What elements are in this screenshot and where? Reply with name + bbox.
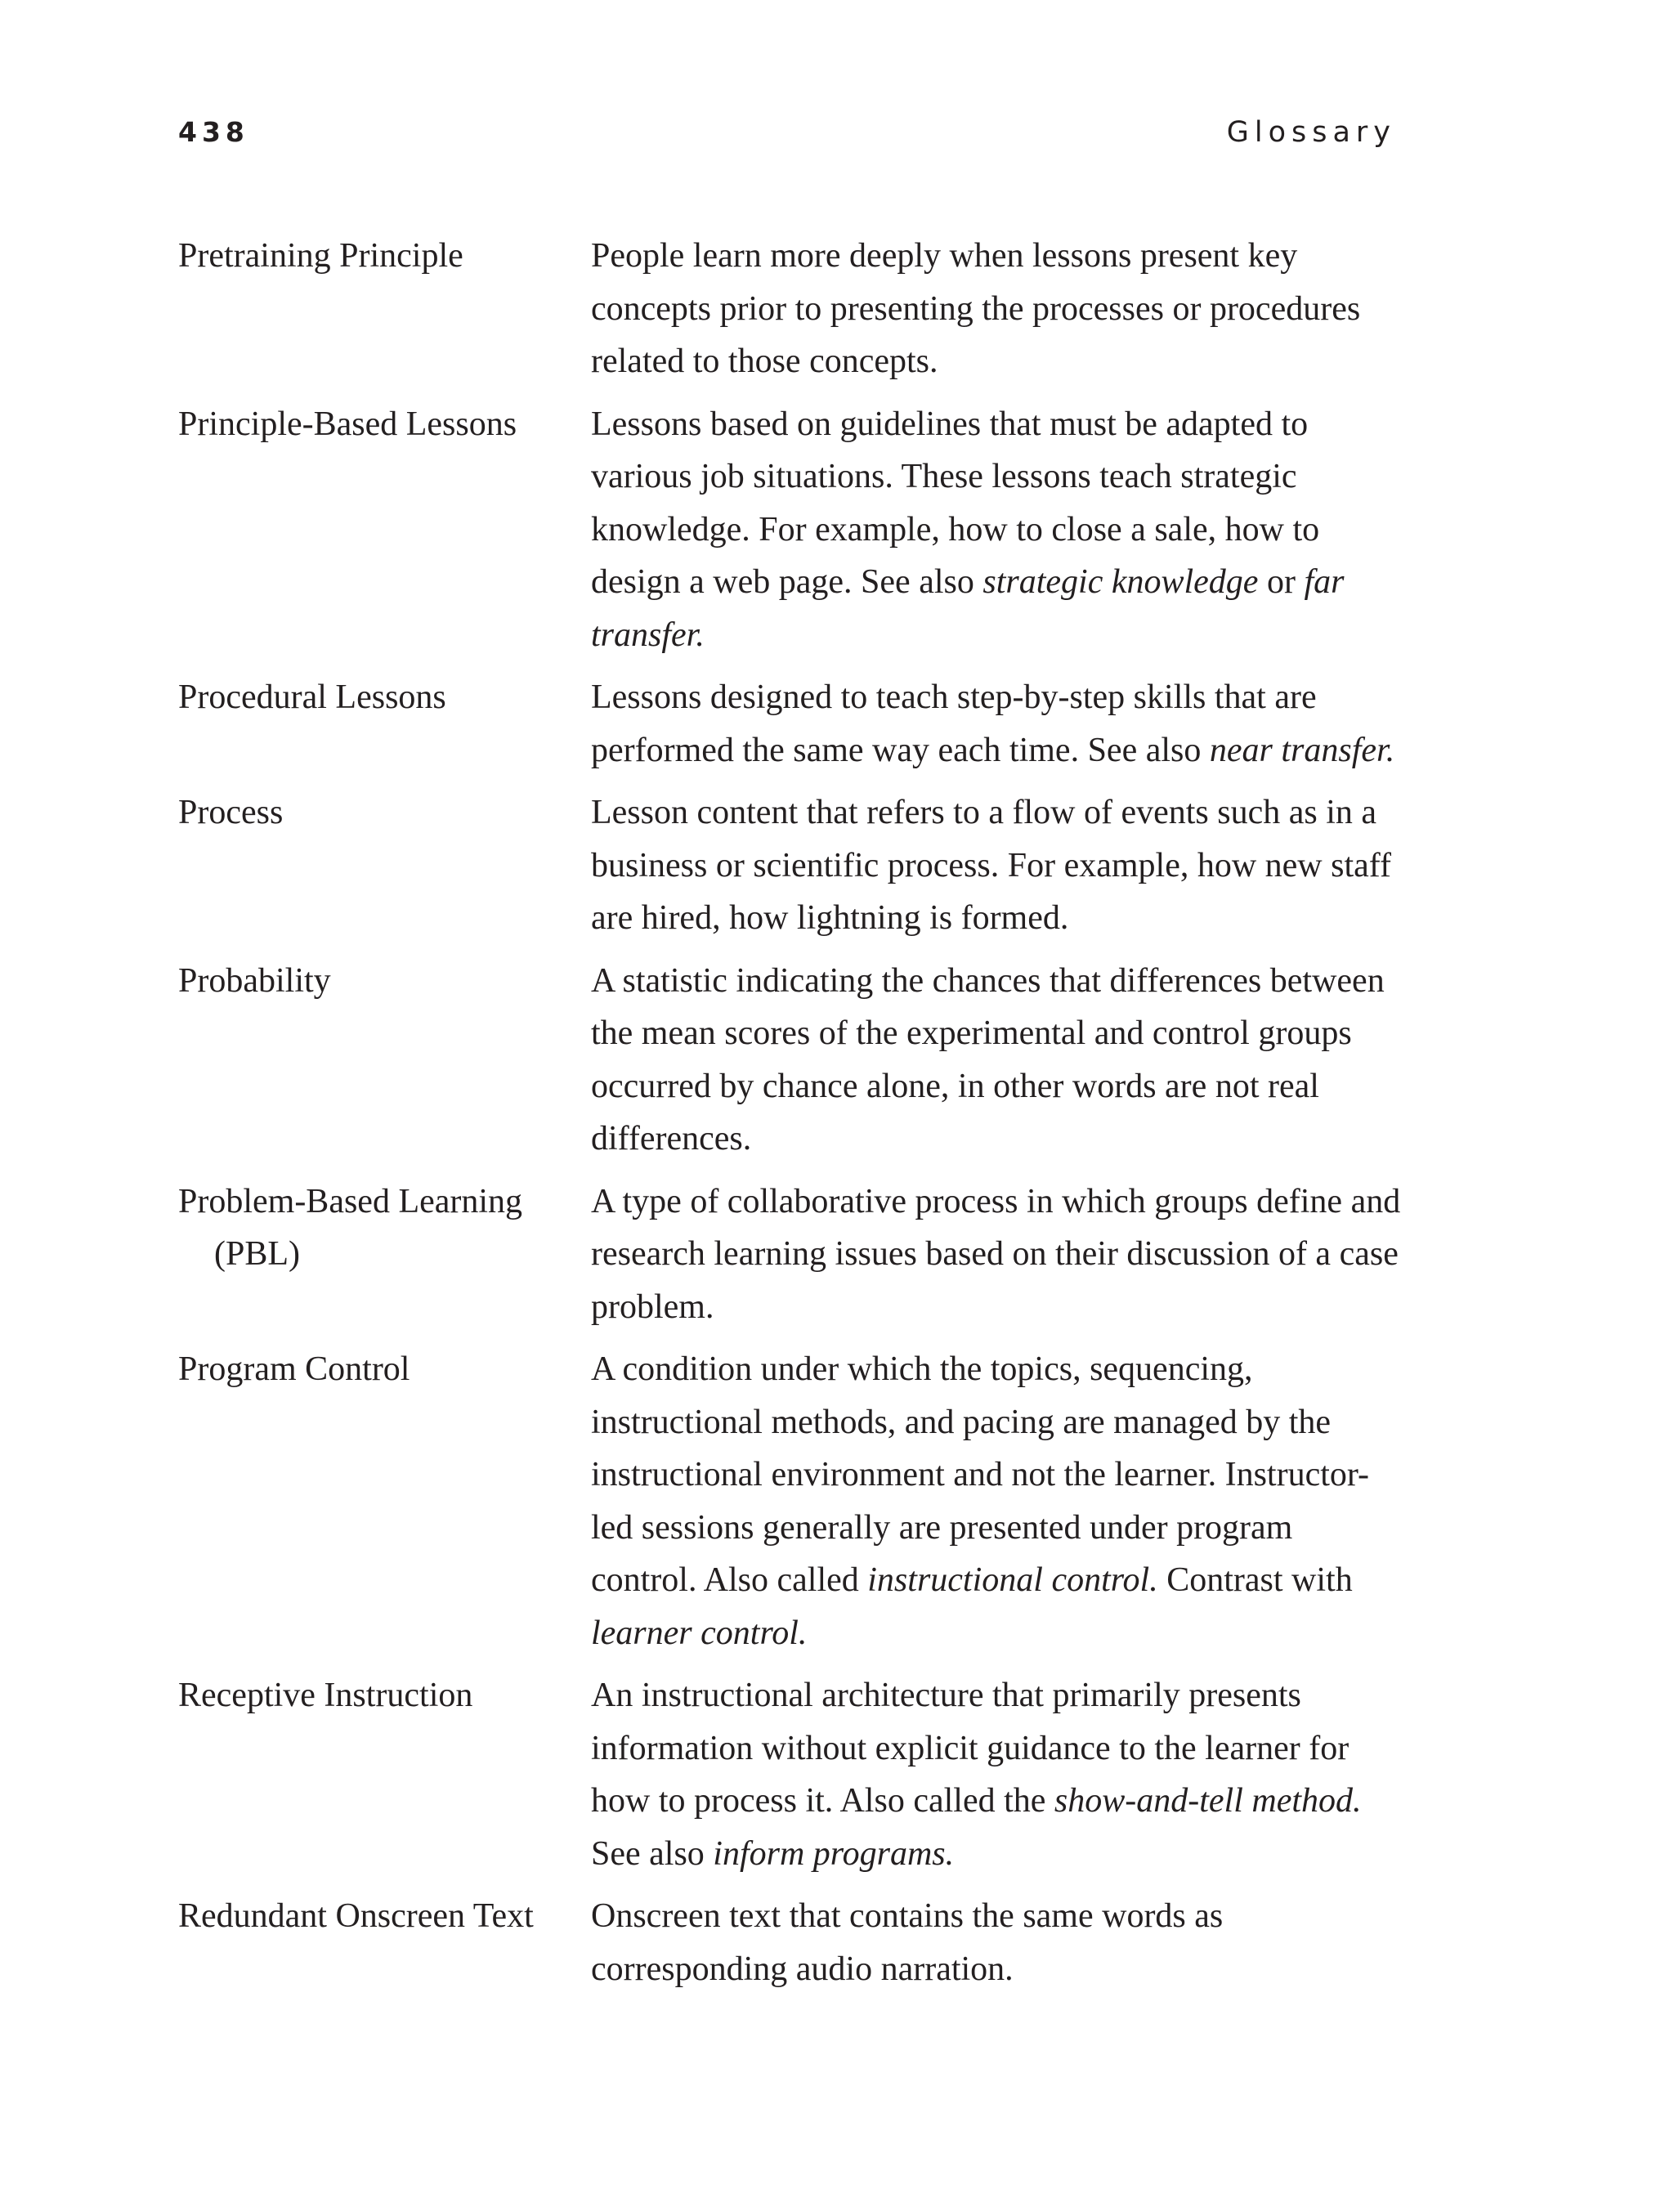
definition-text: A type of collaborative process in which groups define and research learning issues based on their discussion of a case problem. [591,1182,1401,1326]
definition-text: Lesson content that refers to a flow of events such as in a business or scientific process. For example, how new staff are hired, how lightning is formed. [591,794,1392,937]
glossary-term: Redundant Onscreen Text [178,1897,534,1935]
glossary-term: Procedural Lessons [178,678,446,716]
definition-text: An instructional architecture that primarily presents information without explicit guidance to the learner for how to process it. Also called the [591,1677,1349,1820]
definition-text: People learn more deeply when lessons present key concepts prior to presenting the processes or procedures related to those concepts. [591,237,1361,380]
cross-reference: instructional control. [867,1561,1158,1599]
definition-text: Contrast with [1157,1561,1353,1599]
cross-reference: near transfer. [1209,731,1395,769]
definition-text: or [1258,563,1305,601]
definition-text: See also [591,1834,714,1873]
glossary-definition [591,786,1404,945]
definition-text: A condition under which the topics, sequencing, instructional methods, and pacing are managed by the instructional environment and not the learner. Instructor-led sessions generally are presented under program control. Also called [591,1350,1370,1599]
glossary-definition [591,671,1404,777]
glossary-definition [591,398,1404,662]
glossary-term: Process [178,794,284,831]
cross-reference: learner control. [591,1614,808,1652]
glossary-term: Program Control [178,1350,410,1388]
glossary-definition [591,1669,1404,1880]
glossary-entry [178,786,1404,945]
definition-text: Lessons based on guidelines that must be adapted to various job situations. These lessons teach strategic knowledge. For example, how to close a sale, how to design a web page. See also [591,405,1320,601]
definition-text: Lessons designed to teach step-by-step skills that are performed the same way each time. See also [591,678,1317,769]
glossary-entry [178,1669,1404,1880]
glossary-term: Principle-Based Lessons [178,405,517,443]
page-number: 438 [178,116,249,148]
glossary-definition [591,230,1404,388]
glossary-term: Receptive Instruction [178,1677,473,1714]
glossary-term: Problem-Based Learning (PBL) [178,1182,523,1273]
glossary-entry [178,671,1404,777]
glossary-entry [178,1175,1404,1334]
glossary-list [178,230,1404,2005]
glossary-term: Pretraining Principle [178,237,463,275]
glossary-definition [591,955,1404,1166]
glossary-entry [178,1343,1404,1659]
glossary-definition [591,1343,1404,1659]
glossary-definition [591,1175,1404,1334]
definition-text: A statistic indicating the chances that differences between the mean scores of the experimental and control groups occurred by chance alone, in other words are not real differences. [591,961,1385,1157]
glossary-entry [178,230,1404,388]
cross-reference: far transfer. [591,563,1345,654]
cross-reference: inform programs. [713,1834,955,1873]
glossary-definition [591,1890,1404,1995]
section-title: Glossary [1226,116,1396,149]
glossary-entry [178,955,1404,1166]
definition-text: Onscreen text that contains the same words as corresponding audio narration. [591,1897,1224,1988]
glossary-entry [178,398,1404,662]
glossary-entry [178,1890,1404,1995]
cross-reference: strategic knowledge [982,563,1259,601]
cross-reference: show-and-tell method. [1054,1782,1362,1820]
running-head [178,111,1396,154]
glossary-term: Probability [178,961,331,1000]
